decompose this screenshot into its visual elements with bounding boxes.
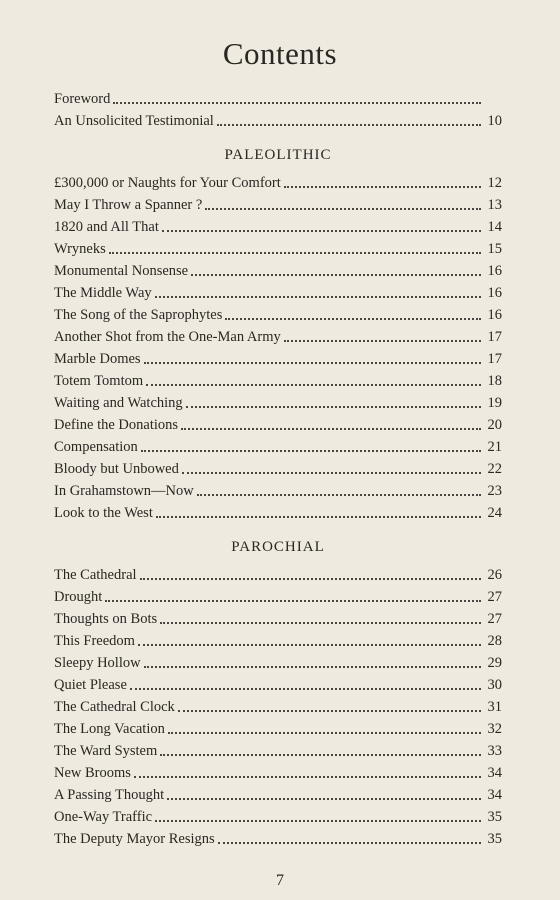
entry-page-number: 22 [487,461,502,477]
entry-title: One-Way Traffic [54,809,153,825]
entry-title: Quiet Please [54,677,127,693]
entry-title: An Unsolicited Testimonial [54,113,214,129]
contents-entry [54,740,502,762]
dot-leader [134,776,481,778]
contents-entry [54,392,502,414]
contents-entry [54,348,502,370]
entry-title: Look to the West [54,505,153,521]
contents-entry [54,762,502,784]
dot-leader [181,428,481,430]
contents-entry [54,502,502,524]
section-spacer [54,524,502,536]
dot-leader [138,644,481,646]
dot-leader [197,494,481,496]
dot-leader [113,102,481,104]
contents-list [54,88,502,850]
dot-leader [182,472,481,474]
contents-entry [54,326,502,348]
dot-leader [105,600,481,602]
entry-page-number: 27 [487,611,502,627]
dot-leader [284,186,481,188]
dot-leader [109,252,481,254]
dot-leader [167,798,481,800]
entry-page-number: 12 [487,175,502,191]
contents-entry [54,436,502,458]
contents-entry [54,110,502,132]
dot-leader [160,754,481,756]
entry-title: 1820 and All That [54,219,159,235]
entry-page-number: 13 [487,197,502,213]
entry-title: £300,000 or Naughts for Your Comfort [54,175,281,191]
entry-title: The Cathedral [54,567,137,583]
dot-leader [140,578,481,580]
entry-page-number: 18 [487,373,502,389]
contents-entry [54,652,502,674]
entry-title: Drought [54,589,103,605]
entry-title: New Brooms [54,765,131,781]
contents-entry [54,172,502,194]
entry-page-number: 21 [487,439,502,455]
contents-entry [54,194,502,216]
entry-title: The Deputy Mayor Resigns [54,831,215,847]
page-number: 7 [276,872,284,889]
entry-title: Compensation [54,439,138,455]
entry-page-number: 19 [487,395,502,411]
contents-entry [54,718,502,740]
dot-leader [144,362,481,364]
entry-title: Define the Donations [54,417,179,433]
entry-title: Wryneks [54,241,106,257]
entry-title: A Passing Thought [54,787,165,803]
entry-page-number: 32 [487,721,502,737]
entry-page-number: 30 [487,677,502,693]
contents-entry [54,696,502,718]
dot-leader [168,732,481,734]
entry-title: This Freedom [54,633,135,649]
entry-page-number: 28 [487,633,502,649]
entry-page-number: 33 [487,743,502,759]
entry-page-number: 15 [487,241,502,257]
entry-page-number: 16 [487,285,502,301]
section-heading: PALEOLITHIC [224,147,332,163]
contents-entry [54,458,502,480]
dot-leader [146,384,481,386]
contents-entry [54,806,502,828]
dot-leader [205,208,481,210]
entry-title: Another Shot from the One-Man Army [54,329,281,345]
section-spacer [54,132,502,144]
contents-entry [54,608,502,630]
dot-leader [284,340,481,342]
entry-page-number: 27 [487,589,502,605]
dot-leader [141,450,481,452]
entry-title: The Cathedral Clock [54,699,175,715]
dot-leader [186,406,481,408]
entry-page-number: 20 [487,417,502,433]
dot-leader [225,318,481,320]
entry-title: Waiting and Watching [54,395,183,411]
dot-leader [160,622,481,624]
entry-page-number: 17 [487,351,502,367]
contents-entry [54,238,502,260]
entry-page-number: 14 [487,219,502,235]
page-title: Contents [222,36,338,71]
entry-title: Monumental Nonsense [54,263,189,279]
dot-leader [218,842,481,844]
entry-page-number: 29 [487,655,502,671]
dot-leader [155,296,481,298]
entry-title: Bloody but Unbowed [54,461,179,477]
entry-page-number: 16 [487,307,502,323]
entry-page-number: 16 [487,263,502,279]
entry-title: Thoughts on Bots [54,611,158,627]
entry-page-number: 10 [487,113,502,129]
entry-title: The Ward System [54,743,158,759]
entry-page-number: 35 [487,809,502,825]
contents-entry [54,480,502,502]
dot-leader [156,516,481,518]
contents-entry [54,370,502,392]
contents-entry [54,674,502,696]
dot-leader [217,124,481,126]
entry-page-number: 34 [487,787,502,803]
dot-leader [178,710,481,712]
contents-entry [54,784,502,806]
entry-page-number: 34 [487,765,502,781]
contents-entry [54,304,502,326]
contents-entry [54,414,502,436]
entry-title: In Grahamstown—Now [54,483,194,499]
contents-entry [54,282,502,304]
entry-title: The Long Vacation [54,721,165,737]
entry-title: Sleepy Hollow [54,655,141,671]
dot-leader [162,230,481,232]
entry-title: Totem Tomtom [54,373,144,389]
contents-entry [54,260,502,282]
contents-entry [54,828,502,850]
entry-title: Marble Domes [54,351,141,367]
entry-page-number: 26 [487,567,502,583]
entry-title: The Song of the Saprophytes [54,307,223,323]
entry-title: The Middle Way [54,285,152,301]
entry-title: Foreword [54,91,111,107]
entry-title: May I Throw a Spanner ? [54,197,203,213]
contents-entry [54,564,502,586]
contents-entry [54,630,502,652]
entry-page-number: 24 [487,505,502,521]
dot-leader [191,274,481,276]
entry-page-number: 35 [487,831,502,847]
section-heading: PAROCHIAL [231,539,325,555]
contents-entry [54,586,502,608]
dot-leader [144,666,481,668]
entry-page-number: 31 [487,699,502,715]
dot-leader [155,820,481,822]
entry-page-number: 23 [487,483,502,499]
entry-page-number: 17 [487,329,502,345]
contents-entry [54,216,502,238]
contents-entry [54,88,502,110]
dot-leader [130,688,481,690]
